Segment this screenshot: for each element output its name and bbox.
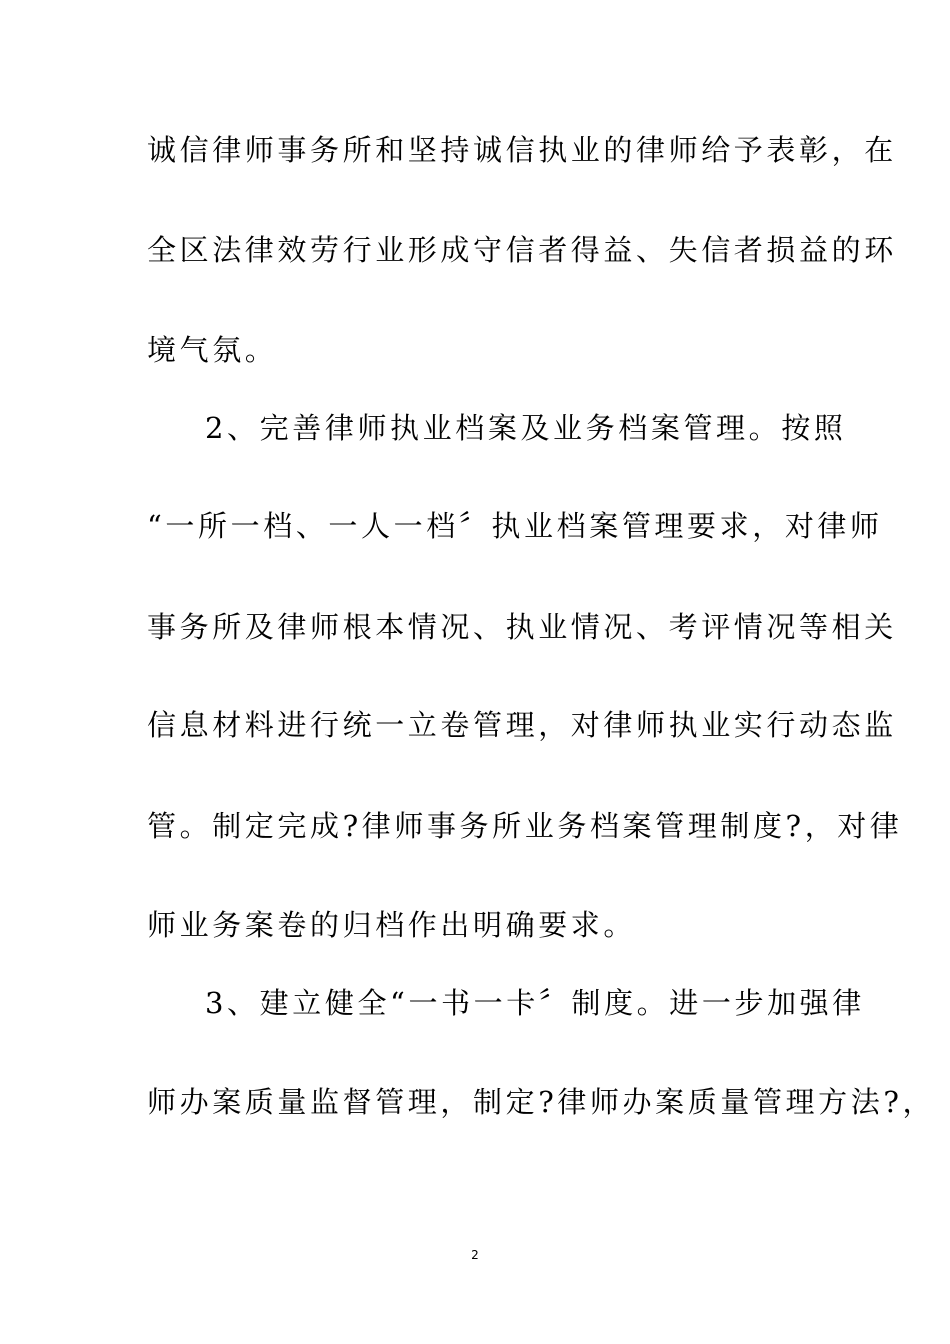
paragraph-line-10: 3、建立健全“一书一卡〞制度。进一步加强律	[205, 986, 865, 1020]
paragraph-line-8: 管。制定完成?律师事务所业务档案管理制度?，对律	[147, 809, 903, 843]
paragraph-line-5: “一所一档、一人一档〞执业档案管理要求，对律师	[147, 509, 883, 543]
page-number: 2	[471, 1248, 479, 1262]
paragraph-line-11: 师办案质量监督管理，制定?律师办案质量管理方法?，	[147, 1085, 936, 1119]
paragraph-line-3: 境气氛。	[147, 333, 278, 367]
paragraph-line-7: 信息材料进行统一立卷管理，对律师执业实行动态监	[147, 708, 897, 742]
paragraph-line-4: 2、完善律师执业档案及业务档案管理。按照	[205, 411, 847, 445]
paragraph-line-9: 师业务案卷的归档作出明确要求。	[147, 908, 637, 942]
paragraph-line-2: 全区法律效劳行业形成守信者得益、失信者损益的环	[147, 233, 897, 267]
paragraph-line-1: 诚信律师事务所和坚持诚信执业的律师给予表彰，在	[147, 133, 897, 167]
paragraph-line-6: 事务所及律师根本情况、执业情况、考评情况等相关	[147, 610, 897, 644]
